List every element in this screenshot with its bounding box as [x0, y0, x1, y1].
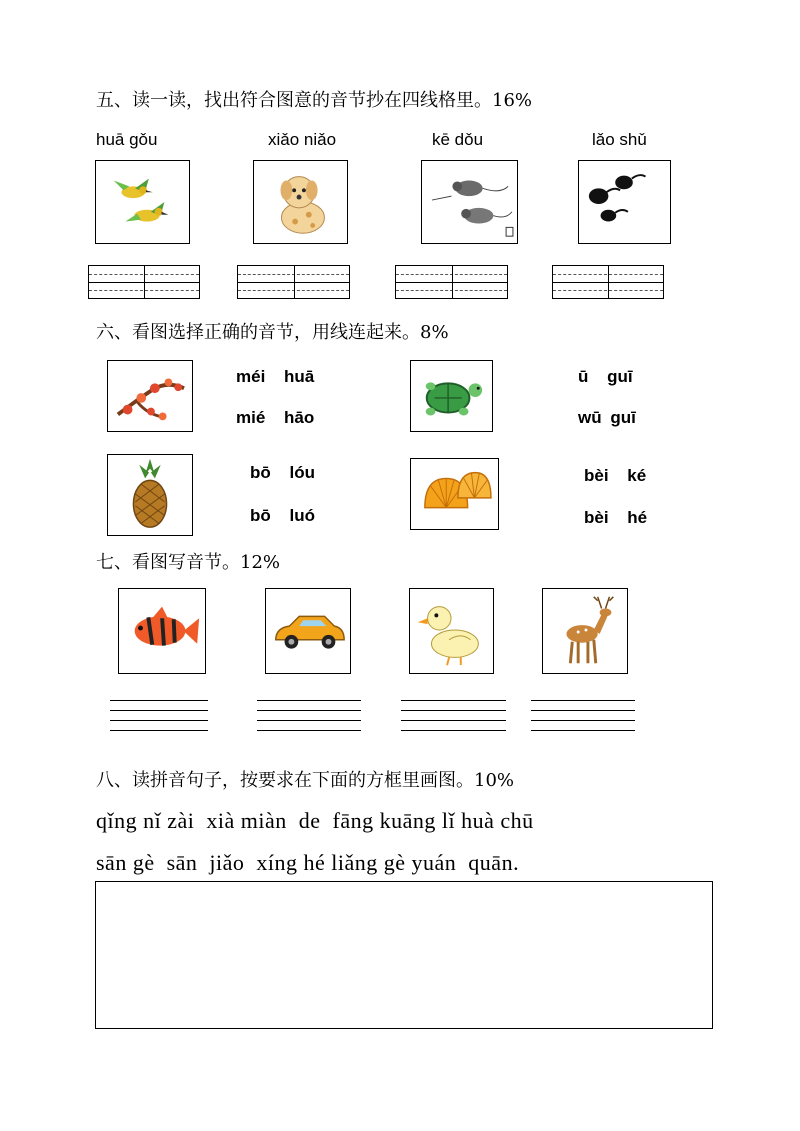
pinyin-label-3: kē dǒu: [432, 130, 484, 149]
mice-image: [421, 160, 518, 244]
pineapple-icon: [108, 455, 192, 535]
car-icon: [266, 589, 350, 673]
option-bolou[interactable]: bō lóu: [250, 463, 315, 482]
turtle-image: [410, 360, 493, 432]
drawing-box[interactable]: [95, 881, 713, 1029]
pinyin-label-1: huā gǒu: [96, 130, 158, 149]
pinyin-sentence-line1: qǐng nǐ zài xià miàn de fāng kuāng lǐ huà chū: [96, 808, 534, 833]
tadpoles-icon: [579, 161, 670, 243]
section8-title: 八、读拼音句子，按要求在下面的方框里画图。10%: [96, 770, 515, 791]
deer-icon: [543, 589, 627, 673]
option-ugui[interactable]: ū guī: [578, 367, 633, 386]
four-line-grid-1[interactable]: [88, 265, 200, 299]
fish-icon: [119, 589, 205, 673]
four-line-grid-3[interactable]: [395, 265, 508, 299]
four-line-grid-4[interactable]: [552, 265, 664, 299]
dog-image: [253, 160, 348, 244]
deer-image: [542, 588, 628, 674]
option-beihe[interactable]: bèi hé: [584, 508, 648, 527]
writing-lines-1[interactable]: [110, 700, 208, 740]
mice-icon: [422, 161, 517, 243]
duck-image: [409, 588, 494, 674]
option-meihua[interactable]: méi huā: [236, 367, 315, 386]
dog-icon: [254, 161, 347, 243]
option-boluo[interactable]: bō luó: [250, 506, 315, 525]
fish-image: [118, 588, 206, 674]
pinyin-sentence-line2: sān gè sān jiǎo xíng hé liǎng gè yuán quān.: [96, 850, 520, 875]
birds-icon: [96, 161, 189, 243]
four-line-grid-2[interactable]: [237, 265, 350, 299]
option-wugui[interactable]: wū guī: [578, 408, 636, 427]
section6-title: 六、看图选择正确的音节，用线连起来。8%: [96, 322, 449, 343]
section5-title: 五、读一读，找出符合图意的音节抄在四线格里。16%: [96, 90, 533, 111]
pineapple-image: [107, 454, 193, 536]
writing-lines-4[interactable]: [531, 700, 635, 740]
pinyin-label-2: xiǎo niǎo: [268, 130, 337, 149]
shells-icon: [411, 459, 498, 529]
option-beike[interactable]: bèi ké: [584, 466, 647, 485]
option-miehao[interactable]: mié hāo: [236, 408, 315, 427]
tadpoles-image: [578, 160, 671, 244]
section7-title: 七、看图写音节。12%: [96, 552, 281, 573]
writing-lines-3[interactable]: [401, 700, 506, 740]
birds-image: [95, 160, 190, 244]
writing-lines-2[interactable]: [257, 700, 361, 740]
pinyin-label-4: lǎo shǔ: [592, 130, 647, 149]
plum-blossom-image: [107, 360, 193, 432]
plum-blossom-icon: [108, 361, 192, 431]
duck-icon: [410, 589, 493, 673]
car-image: [265, 588, 351, 674]
shells-image: [410, 458, 499, 530]
turtle-icon: [411, 361, 492, 431]
